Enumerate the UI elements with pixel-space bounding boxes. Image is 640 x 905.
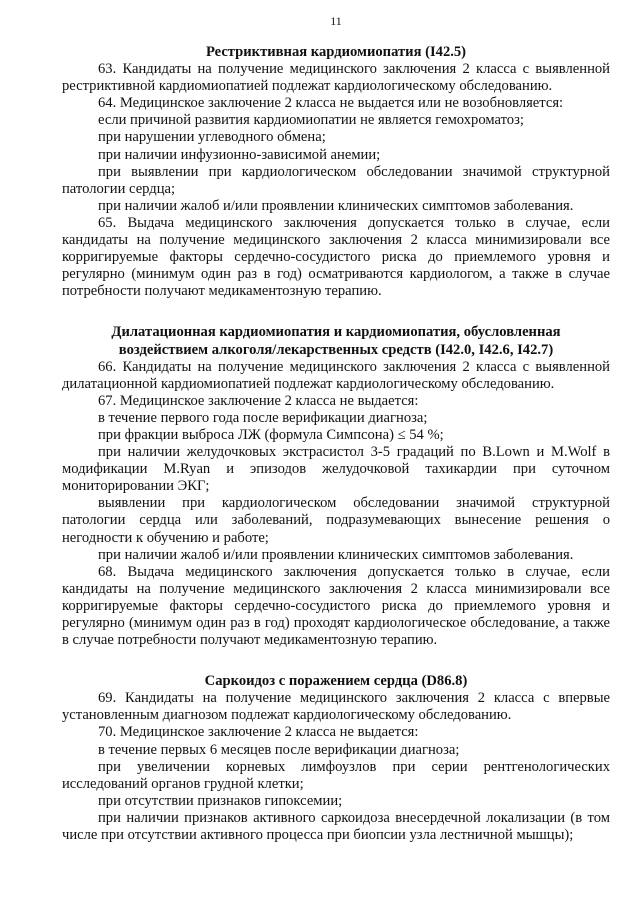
list-item: при выявлении при кардиологическом обследовании значимой структурной патологии сердца;: [62, 163, 610, 197]
list-item: при наличии жалоб и/или проявлении клинических симптомов заболевания.: [98, 197, 574, 214]
page-number: 11: [330, 14, 342, 28]
section-title: Дилатационная кардиомиопатия и кардиомиопатия, обусловленная: [111, 324, 561, 341]
list-item: выявлении при кардиологическом обследовании значимой структурной патологии сердца или заболеваний, подразумевающих вынесение решения о негодности к обучению и работе;: [62, 495, 610, 546]
section-restrictive-cardiomyopathy: [62, 44, 610, 300]
paragraph: 65. Выдача медицинского заключения допускается только в случае, если кандидаты на получение медицинского заключения 2 класса минимизировали все корригируемые факторы сердечно-сосудистого риска до приемлемого уровня и регулярно (минимум один раз в год) осматриваются кардиологом, а также в случае потребности получают медикаментозную терапию.: [62, 214, 610, 300]
list-item: при наличии жалоб и/или проявлении клинических симптомов заболевания.: [98, 546, 574, 563]
list-item: при увеличении корневых лимфоузлов при серии рентгенологических исследований органов грудной клетки;: [62, 758, 610, 792]
list-item: при фракции выброса ЛЖ (формула Симпсона) ≤ 54 %;: [98, 426, 444, 443]
section-title-continued: воздействием алкоголя/лекарственных средств (I42.0, I42.6, I42.7): [118, 341, 554, 358]
paragraph: 70. Медицинское заключение 2 класса не выдается:: [98, 724, 419, 741]
document-page: [62, 14, 610, 844]
section-sarcoidosis: [62, 673, 610, 844]
section-title: Саркоидоз с поражением сердца (D86.8): [204, 673, 468, 690]
paragraph: 64. Медицинское заключение 2 класса не выдается или не возобновляется:: [98, 95, 564, 112]
list-item: при нарушении углеводного обмена;: [98, 129, 326, 146]
paragraph: 63. Кандидаты на получение медицинского заключения 2 класса с выявленной рестриктивной кардиомиопатией подлежат кардиологическому обследованию.: [62, 61, 610, 95]
section-title: Рестриктивная кардиомиопатия (I42.5): [205, 44, 467, 60]
list-item: при наличии признаков активного саркоидоза внесердечной локализации (в том числе при отсутствии активного процесса при биопсии узла лестничной мышцы);: [62, 809, 610, 844]
list-item: в течение первых 6 месяцев после верификации диагноза;: [98, 741, 460, 758]
paragraph: 68. Выдача медицинского заключения допускается только в случае, если кандидаты на получение медицинского заключения 2 класса минимизировали все корригируемые факторы сердечно-сосудистого риска до приемлемого уровня и регулярно (минимум один раз в год) проходят кардиологическое обследование, а также в случае потребности получают медикаментозную терапию.: [62, 563, 610, 649]
list-item: при наличии инфузионно-зависимой анемии;: [98, 146, 381, 163]
paragraph: 66. Кандидаты на получение медицинского заключения 2 класса с выявленной дилатационной кардиомиопатией подлежат кардиологическому обследованию.: [62, 358, 610, 392]
section-dilated-cardiomyopathy: [62, 324, 610, 649]
list-item: если причиной развития кардиомиопатии не является гемохроматоз;: [98, 112, 524, 129]
list-item: в течение первого года после верификации диагноза;: [98, 409, 428, 426]
list-item: при отсутствии признаков гипоксемии;: [98, 792, 343, 809]
paragraph: 67. Медицинское заключение 2 класса не выдается:: [98, 392, 419, 409]
paragraph: 69. Кандидаты на получение медицинского заключения 2 класса с впервые установленным диагнозом подлежат кардиологическому обследованию.: [62, 690, 610, 724]
list-item: при наличии желудочковых экстрасистол 3-5 градаций по B.Lown и M.Wolf в модификации M.Ryan и эпизодов желудочковой тахикардии при суточном мониторировании ЭКГ;: [62, 444, 610, 495]
